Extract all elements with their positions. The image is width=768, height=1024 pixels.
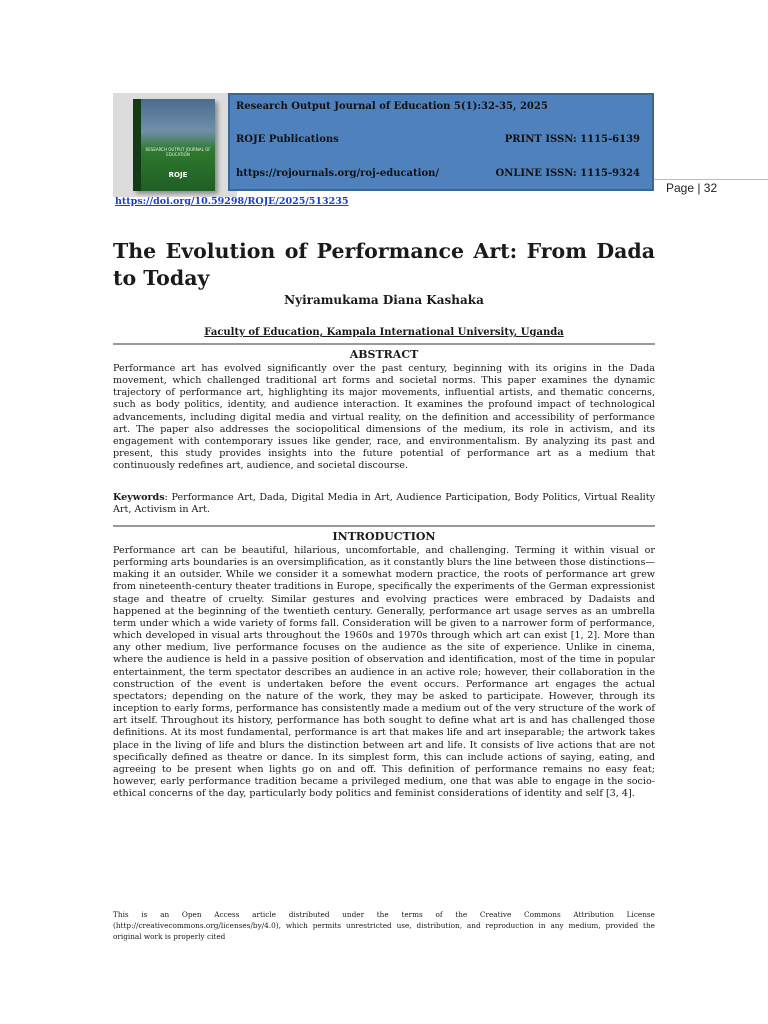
online-issn: ONLINE ISSN: 1115-9324 (495, 168, 640, 179)
article-title: The Evolution of Performance Art: From Dada to Today (113, 239, 655, 290)
publisher-name: ROJE Publications (236, 134, 339, 145)
author-affiliation: Faculty of Education, Kampala International University, Uganda (204, 327, 564, 338)
divider-top (113, 343, 655, 345)
divider-middle (113, 525, 655, 527)
license-footer: This is an Open Access article distributed under the terms of the Creative Commons Attribution License (http://creativecommons.org/licenses/by/4.0), which permits unrestricted use, distribution, and reproduction in any medium, provided the original work is properly cited (113, 910, 655, 941)
keywords-line (113, 492, 655, 516)
keywords-label: Keywords (113, 492, 165, 503)
journal-header-box (228, 93, 654, 191)
introduction-text: Performance art can be beautiful, hilarious, uncomfortable, and challenging. Terming it within visual or performing arts boundaries is an oversimplification, as it constantly blurs the line between those distinctions—making it an outsider. While we consider it a somewhat modern practice, the roots of performance art grew from nineteenth-century theater traditions in Europe, specifically the experiments of the German expressionist stage and theatre of cruelty. Similar gestures and evolving practices were embraced by Dadaists and happened at the beginning of the twentieth century. Generally, performance art usage serves as an umbrella term under which a wide variety of forms fall. Consideration will be given to a narrower form of performance, which developed in visual arts throughout the 1960s and 1970s through which art can exist [1, 2]. More than any other medium, live performance focuses on the audience as the site of experience. Unlike in cinema, where the audience is held in a passive position of observation and identification, most of the time in popular entertainment, the term spectator describes an audience in an active role; however, their collaboration in the construction of the event is undertaken before the event occurs. Performance art engages the actual spectators; depending on the nature of the work, they may be asked to participate. However, through its inception to early forms, performance has consistently made a medium out of the very structure of the work of art itself. Throughout its history, performance has both sought to define what art is and has challenged those definitions. At its most fundamental, performance is art that makes life and art inseparable; the artwork takes place in the living of life and blurs the distinction between art and life. It consists of live actions that are not specifically defined as theatre or dance. In its simplest form, this can include actions of saying, eating, and agreeing to be present when lights go on and off. This definition of performance remains no easy feat; however, early performance tradition became a privileged medium, one that was able to engage in the socio-ethical concerns of the day, particularly body politics and feminist considerations of identity and self [3, 4]. (113, 545, 655, 800)
journal-url[interactable]: https://rojournals.org/roj-education/ (236, 168, 440, 179)
print-issn: PRINT ISSN: 1115-6139 (504, 134, 640, 145)
abstract-heading: ABSTRACT (349, 348, 419, 361)
journal-citation-line: Research Output Journal of Education 5(1):32-35, 2025 (236, 101, 548, 112)
page-number-rule (654, 179, 768, 180)
journal-cover-image (113, 93, 237, 197)
author-name: Nyiramukama Diana Kashaka (284, 293, 484, 307)
abstract-text: Performance art has evolved significantly over the past century, beginning with its origins in the Dada movement, which challenged traditional art forms and societal norms. This paper examines the dynamic trajectory of performance art, highlighting its major movements, influential artists, and thematic concerns, such as body politics, identity, and audience interaction. It examines the profound impact of technological advancements, including digital media and virtual reality, on the definition and accessibility of performance art. The paper also addresses the sociopolitical dimensions of the medium, its role in activism, and its engagement with contemporary issues like gender, race, and environmentalism. By analyzing its past and present, this study provides insights into the future potential of performance art as a medium that continuously redefines art, audience, and societal discourse. (113, 363, 655, 472)
cover-spine (133, 99, 141, 191)
keywords-list: : Performance Art, Dada, Digital Media in Art, Audience Participation, Body Politics, Virtual Reality Art, Activism in Art. (113, 492, 655, 516)
cover-journal-name: RESEARCH OUTPUT JOURNAL OF EDUCATION (145, 147, 211, 157)
page-number: Page | 32 (666, 181, 718, 195)
introduction-heading: INTRODUCTION (332, 530, 436, 543)
cover-book (133, 99, 215, 191)
cover-brand: ROJE (168, 171, 188, 179)
doi-link[interactable]: https://doi.org/10.59298/ROJE/2025/513235 (115, 196, 349, 207)
